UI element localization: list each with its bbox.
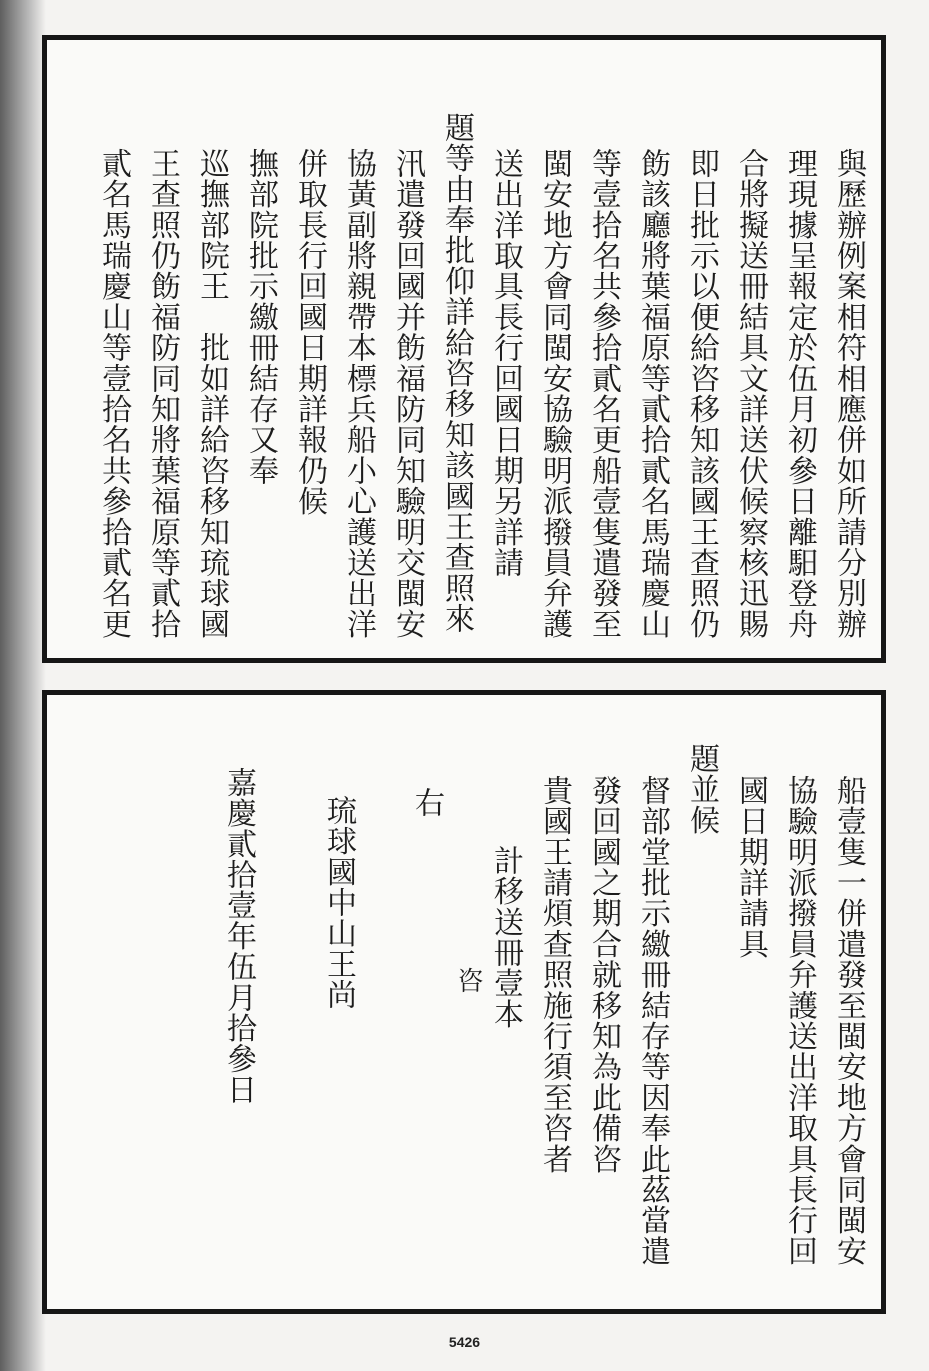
text-column: 題並候 [684, 743, 719, 836]
upper-text-columns [47, 40, 881, 658]
text-column: 與歷辦例案相符相應併如所請分別辦 [831, 148, 866, 640]
text-column: 琉球國中山王尚 [321, 795, 356, 1010]
text-column: 貳名馬瑞慶山等壹拾名共參拾貳名更 [96, 148, 131, 640]
text-column: 國日期詳請具 [733, 775, 768, 960]
binding-shadow [0, 0, 46, 1371]
page-number: 5426 [448, 1334, 481, 1350]
text-column: 題等由奉批仰詳給咨移知該國王查照來 [439, 112, 474, 634]
text-column: 協驗明派撥員弁護送出洋取具長行回 [782, 775, 817, 1267]
text-column: 撫部院批示繳冊結存又奉 [243, 148, 278, 486]
text-column: 發回國之期合就移知為此備咨 [586, 775, 621, 1175]
upper-document-panel [42, 35, 886, 663]
text-column: 巡撫部院王 批如詳給咨移知琉球國 [194, 148, 229, 640]
text-column: 併取長行回國日期詳報仍候 [292, 148, 327, 517]
text-column: 即日批示以便給咨移知該國王查照仍 [684, 148, 719, 640]
text-column: 協黃副將親帶本標兵船小心護送出洋 [341, 148, 376, 640]
text-column: 計移送冊壹本 [488, 845, 523, 1030]
text-column: 合將擬送冊結具文詳送伏候察核迅賜 [733, 148, 768, 640]
text-column: 督部堂批示繳冊結存等因奉此茲當遣 [635, 775, 670, 1267]
text-column: 等壹拾名共參拾貳名更船壹隻遣發至 [586, 148, 621, 640]
text-column: 王查照仍飭福防同知將葉福原等貳拾 [145, 148, 180, 640]
text-column: 右 [409, 787, 444, 818]
lower-text-columns [47, 695, 881, 1309]
text-column: 汛遣發回國并飭福防同知驗明交閩安 [390, 148, 425, 640]
text-column: 貴國王請煩查照施行須至咨者 [537, 775, 572, 1175]
text-column: 嘉慶貳拾壹年伍月拾參日 [221, 767, 256, 1105]
text-column: 飭該廳將葉福原等貳拾貳名馬瑞慶山 [635, 148, 670, 640]
text-column: 閩安地方會同閩安協驗明派撥員弁護 [537, 148, 572, 640]
text-column: 理現據呈報定於伍月初參日離馹登舟 [782, 148, 817, 640]
text-column: 送出洋取具長行回國日期另詳請 [488, 148, 523, 578]
text-column: 船壹隻一併遣發至閩安地方會同閩安 [831, 775, 866, 1267]
text-column: 咨 [453, 967, 483, 994]
lower-document-panel [42, 690, 886, 1314]
